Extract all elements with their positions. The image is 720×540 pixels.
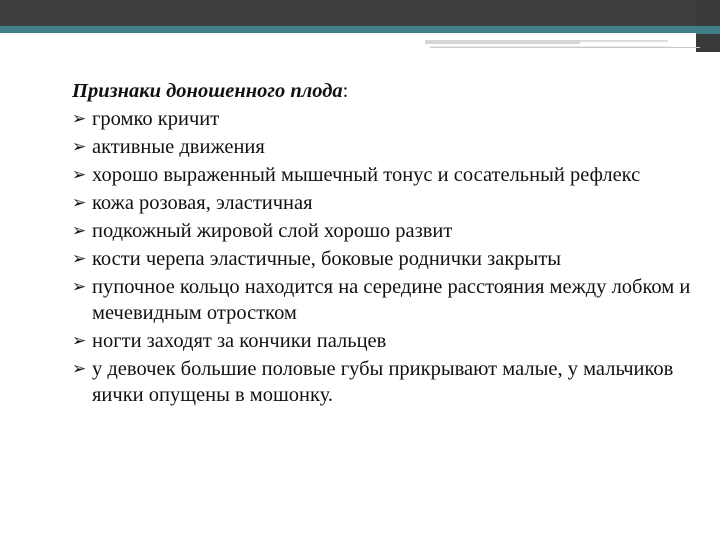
arrowhead-bullet-icon: ➢ — [72, 277, 87, 297]
arrowhead-bullet-icon: ➢ — [72, 165, 87, 185]
decorative-line — [580, 40, 668, 42]
list-item — [72, 106, 702, 132]
decorative-line — [425, 40, 580, 44]
list-item-text: хорошо выраженный мышечный тонус и сосательный рефлекс — [92, 164, 641, 186]
list-item-text: пупочное кольцо находится на середине расстояния между лобком и мечевидным отростком — [92, 276, 691, 324]
arrowhead-bullet-icon: ➢ — [72, 193, 87, 213]
list-item — [72, 328, 702, 354]
slide-content — [72, 78, 702, 410]
list-item-text: громко кричит — [92, 108, 220, 130]
sign-list — [72, 106, 702, 408]
arrowhead-bullet-icon: ➢ — [72, 249, 87, 269]
slide-heading-text: Признаки доношенного плода — [72, 80, 343, 102]
list-item — [72, 356, 702, 408]
arrowhead-bullet-icon: ➢ — [72, 109, 87, 129]
list-item — [72, 246, 702, 272]
list-item-text: кости черепа эластичные, боковые роднички закрыты — [92, 248, 562, 270]
list-item-text: кожа розовая, эластичная — [92, 192, 313, 214]
list-item — [72, 162, 702, 188]
list-item — [72, 218, 702, 244]
header-corner-accent — [696, 26, 720, 34]
list-item — [72, 134, 702, 160]
slide-heading — [72, 78, 702, 104]
arrowhead-bullet-icon: ➢ — [72, 359, 87, 379]
arrowhead-bullet-icon: ➢ — [72, 137, 87, 157]
arrowhead-bullet-icon: ➢ — [72, 331, 87, 351]
header-accent-stripe — [0, 26, 720, 33]
list-item — [72, 190, 702, 216]
decorative-line — [430, 47, 700, 48]
list-item-text: подкожный жировой слой хорошо развит — [92, 220, 453, 242]
header-band — [0, 0, 720, 26]
arrowhead-bullet-icon: ➢ — [72, 221, 87, 241]
slide-heading-colon: : — [342, 80, 349, 102]
list-item-text: ногти заходят за кончики пальцев — [92, 330, 387, 352]
list-item-text: у девочек большие половые губы прикрывают малые, у мальчиков яички опущены в мошонку. — [92, 358, 674, 406]
list-item — [72, 274, 702, 326]
list-item-text: активные движения — [92, 136, 265, 158]
